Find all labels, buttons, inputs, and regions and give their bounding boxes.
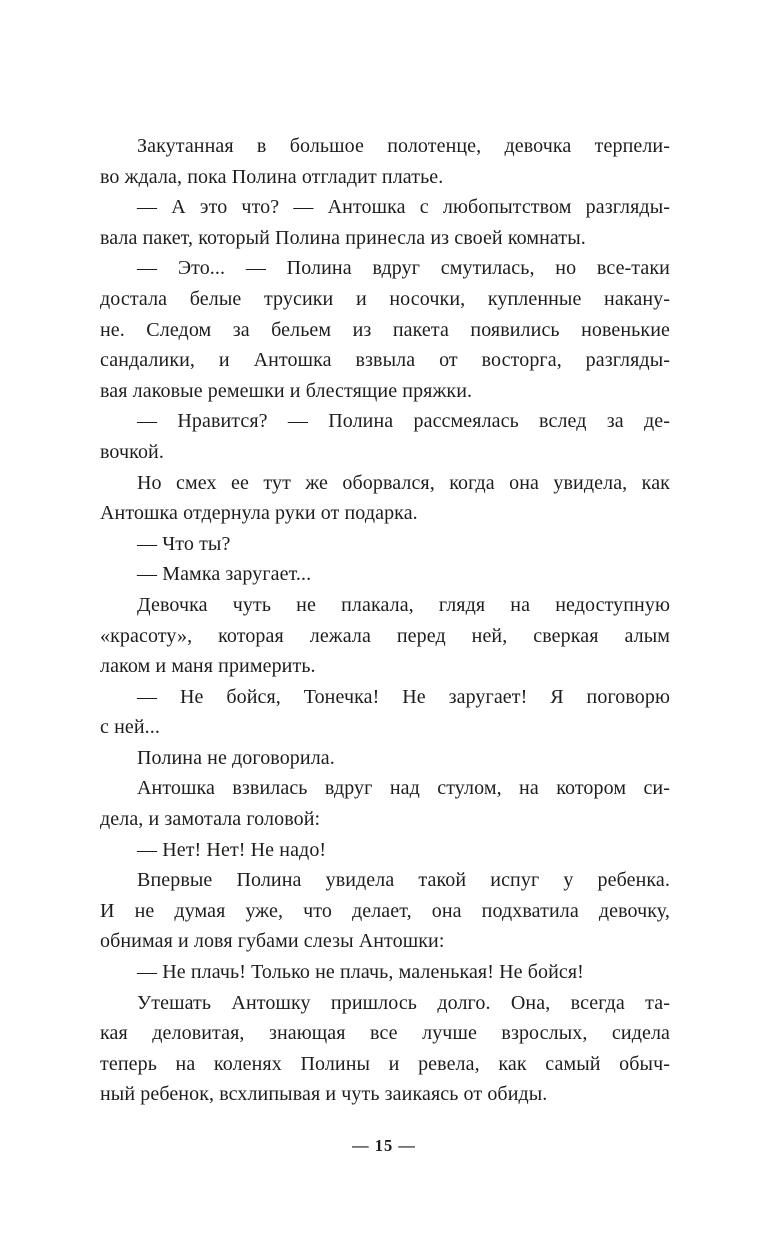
paragraph — [100, 406, 670, 467]
text-line: — Это... — Полина вдруг смутилась, но все-таки — [137, 257, 670, 280]
paragraph — [100, 559, 670, 590]
paragraph — [100, 468, 670, 529]
text-line: вая лаковые ремешки и блестящие пряжки. — [100, 379, 473, 402]
text-line: — Не бойся, Тонечка! Не заругает! Я поговорю — [137, 685, 670, 708]
text-line: не. Следом за бельем из пакета появились новенькие — [100, 318, 670, 341]
text-line: — Нравится? — Полина рассмеялась вслед за де- — [137, 410, 670, 433]
text-line: вала пакет, который Полина принесла из своей комнаты. — [100, 226, 586, 249]
paragraph — [100, 590, 670, 682]
paragraph — [100, 835, 670, 866]
text-line: лаком и маня примерить. — [100, 655, 316, 678]
text-line: — Не плачь! Только не плачь, маленькая! Не бойся! — [137, 961, 584, 984]
paragraph — [100, 131, 670, 192]
text-line: обнимая и ловя губами слезы Антошки: — [100, 930, 445, 953]
text-line: кая деловитая, знающая все лучше взрослых, сидела — [100, 1022, 670, 1045]
text-line: Закутанная в большое полотенце, девочка терпели- — [137, 135, 670, 157]
text-line: — Что ты? — [137, 532, 231, 555]
paragraph — [100, 957, 670, 988]
text-line: вочкой. — [100, 440, 164, 463]
paragraph — [100, 253, 670, 406]
paragraph — [100, 743, 670, 774]
text-line: с ней... — [100, 716, 160, 739]
text-line: И не думая уже, что делает, она подхватила девочку, — [100, 899, 670, 922]
text-line: сандалики, и Антошка взвыла от восторга, разгляды- — [100, 349, 670, 372]
text-line: Антошка взвилась вдруг над стулом, на котором си- — [137, 777, 670, 800]
text-line: «красоту», которая лежала перед ней, сверкая алым — [100, 624, 670, 647]
text-line: Утешать Антошку пришлось долго. Она, всегда та- — [137, 991, 670, 1014]
text-line: ный ребенок, всхлипывая и чуть заикаясь от обиды. — [100, 1083, 548, 1106]
text-line: Но смех ее тут же оборвался, когда она увидела, как — [137, 471, 670, 494]
text-line: Антошка отдернула руки от подарка. — [100, 502, 418, 525]
text-line: — Мамка заругает... — [137, 563, 312, 586]
paragraph — [100, 192, 670, 253]
paragraph — [100, 988, 670, 1110]
text-line: теперь на коленях Полины и ревела, как самый обыч- — [100, 1052, 670, 1075]
text-line: достала белые трусики и носочки, купленные накану- — [100, 287, 670, 310]
paragraph — [100, 529, 670, 560]
text-line: Полина не договорила. — [137, 746, 335, 769]
text-line: Девочка чуть не плакала, глядя на недоступную — [137, 593, 670, 616]
text-line: — Нет! Нет! Не надо! — [137, 838, 327, 861]
paragraph — [100, 773, 670, 834]
text-line: во ждала, пока Полина отгладит платье. — [100, 165, 444, 188]
page-number: — 15 — — [352, 1136, 416, 1155]
text-line: — А это что? — Антошка с любопытством разгляды- — [137, 196, 670, 219]
text-line: дела, и замотала головой: — [100, 808, 321, 831]
paragraph — [100, 682, 670, 743]
page-text — [100, 131, 670, 1110]
paragraph — [100, 865, 670, 957]
text-line: Впервые Полина увидела такой испуг у ребенка. — [137, 869, 670, 892]
